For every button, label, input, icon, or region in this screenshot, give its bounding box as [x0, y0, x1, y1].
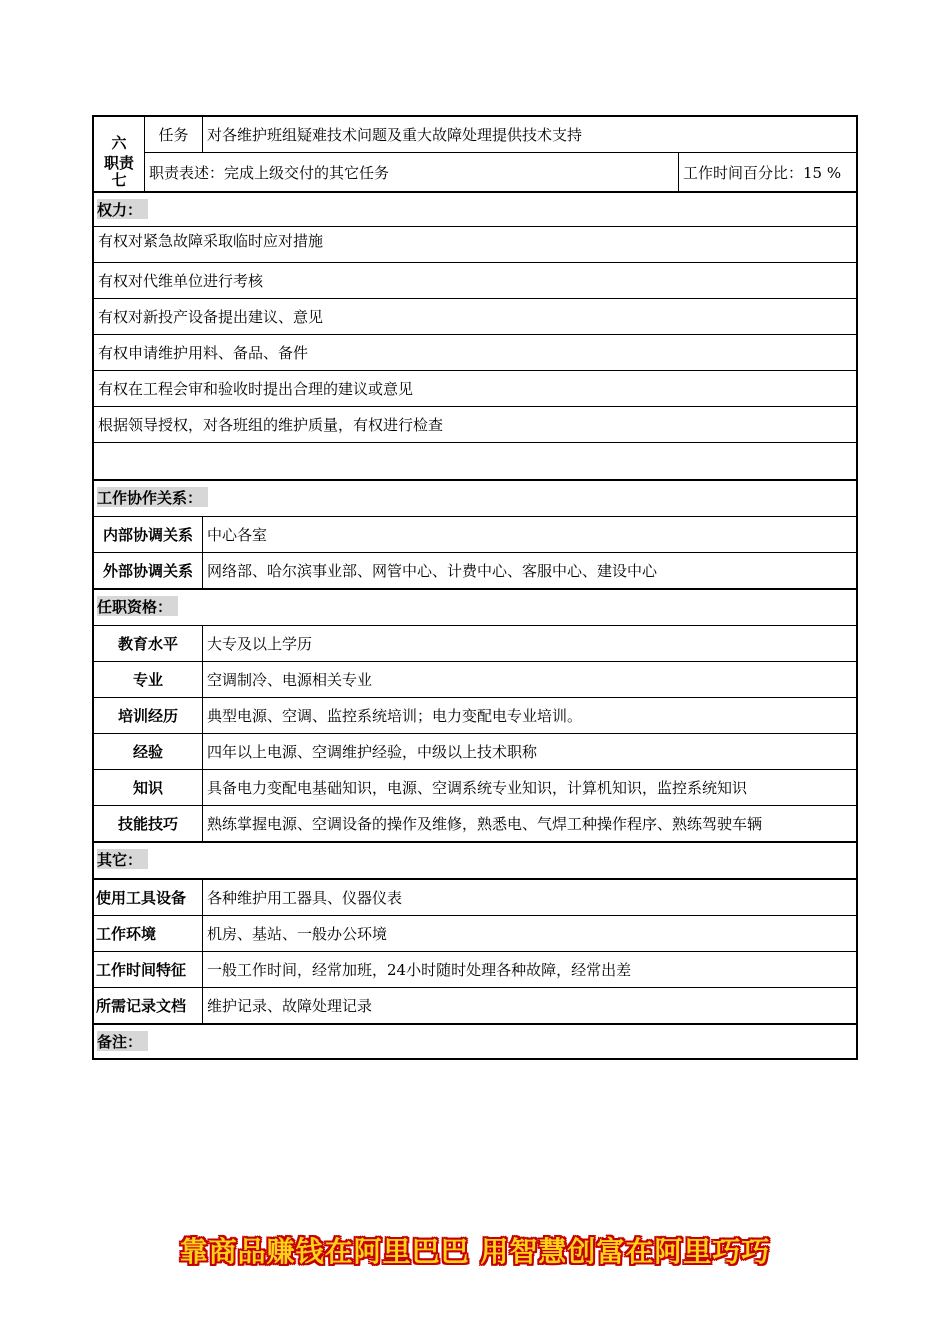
relation-value: 网络部、哈尔滨事业部、网管中心、计费中心、客服中心、建设中心 [202, 553, 856, 588]
other-row [94, 880, 856, 916]
authority-item [94, 443, 856, 479]
qualification-row [94, 662, 856, 698]
authority-title: 权力： [97, 199, 148, 219]
qualification-label: 培训经历 [117, 707, 178, 725]
other-value: 维护记录、故障处理记录 [202, 988, 856, 1023]
authority-row [94, 335, 856, 371]
other-value: 机房、基站、一般办公环境 [202, 916, 856, 951]
relations-header-row [94, 481, 856, 517]
remarks-title: 备注： [97, 1031, 148, 1051]
time-percentage: 工作时间百分比：15 % [678, 153, 856, 191]
qualification-row [94, 770, 856, 806]
authority-item: 有权在工程会审和验收时提出合理的建议或意见 [98, 380, 414, 398]
footer-banner [0, 1228, 950, 1272]
authority-item: 有权对紧急故障采取临时应对措施 [98, 232, 324, 250]
qualification-label: 教育水平 [117, 635, 178, 653]
qualification-value: 具备电力变配电基础知识，电源、空调系统专业知识，计算机知识，监控系统知识 [202, 770, 856, 805]
banner-text: 靠商品赚钱在阿里巴巴 用智慧创富在阿里巧巧 [179, 1235, 771, 1268]
qualification-row [94, 626, 856, 662]
qualification-label: 技能技巧 [117, 815, 178, 833]
authority-header-row [94, 193, 856, 227]
other-value: 一般工作时间，经常加班，24小时随时处理各种故障，经常出差 [202, 952, 856, 987]
other-title: 其它： [97, 849, 148, 869]
relation-row [94, 553, 856, 590]
duty-six-row [94, 117, 856, 153]
other-label: 工作时间特征 [96, 961, 187, 979]
qualification-value: 空调制冷、电源相关专业 [202, 662, 856, 697]
relation-value: 中心各室 [202, 517, 856, 552]
qualification-label: 专业 [132, 671, 163, 689]
other-label: 工作环境 [96, 925, 157, 943]
qualification-value: 大专及以上学历 [202, 626, 856, 661]
qualifications-title: 任职资格： [97, 596, 178, 616]
duty-seven-label: 职责七 [103, 154, 134, 189]
remarks-row [94, 1025, 856, 1058]
authority-row [94, 299, 856, 335]
other-row [94, 988, 856, 1025]
authority-item: 有权对新投产设备提出建议、意见 [98, 308, 324, 326]
authority-row [94, 227, 856, 263]
task-text: 对各维护班组疑难技术问题及重大故障处理提供技术支持 [202, 117, 856, 153]
other-row [94, 952, 856, 988]
authority-row [94, 263, 856, 299]
relation-row [94, 517, 856, 553]
authority-item: 有权申请维护用料、备品、备件 [98, 344, 309, 362]
other-label: 所需记录文档 [96, 997, 187, 1015]
relations-title: 工作协作关系： [97, 487, 208, 507]
authority-row [94, 371, 856, 407]
authority-item: 根据领导授权，对各班组的维护质量，有权进行检查 [98, 416, 444, 434]
qualification-row [94, 734, 856, 770]
qualification-row [94, 698, 856, 734]
duty-seven-row [94, 153, 856, 193]
authority-row-empty [94, 443, 856, 481]
qualification-label: 知识 [132, 779, 163, 797]
qualification-value: 四年以上电源、空调维护经验，中级以上技术职称 [202, 734, 856, 769]
authority-item: 有权对代维单位进行考核 [98, 272, 264, 290]
qualification-label: 经验 [132, 743, 163, 761]
other-label: 使用工具设备 [96, 889, 187, 907]
other-value: 各种维护用工器具、仪器仪表 [202, 880, 856, 915]
other-header-row [94, 843, 856, 880]
authority-row [94, 407, 856, 443]
qualification-value: 典型电源、空调、监控系统培训；电力变配电专业培训。 [202, 698, 856, 733]
qualifications-header-row [94, 590, 856, 626]
duty-six-label: 六 [111, 134, 127, 152]
duty-description: 职责表述：完成上级交付的其它任务 [144, 153, 678, 191]
other-row [94, 916, 856, 952]
job-description-table [92, 115, 858, 1060]
qualification-value: 熟练掌握电源、空调设备的操作及维修，熟悉电、气焊工种操作程序、熟练驾驶车辆 [202, 806, 856, 841]
relation-label: 内部协调关系 [102, 526, 193, 544]
relation-label: 外部协调关系 [102, 562, 193, 580]
qualification-row [94, 806, 856, 843]
task-label: 任务 [144, 117, 202, 153]
